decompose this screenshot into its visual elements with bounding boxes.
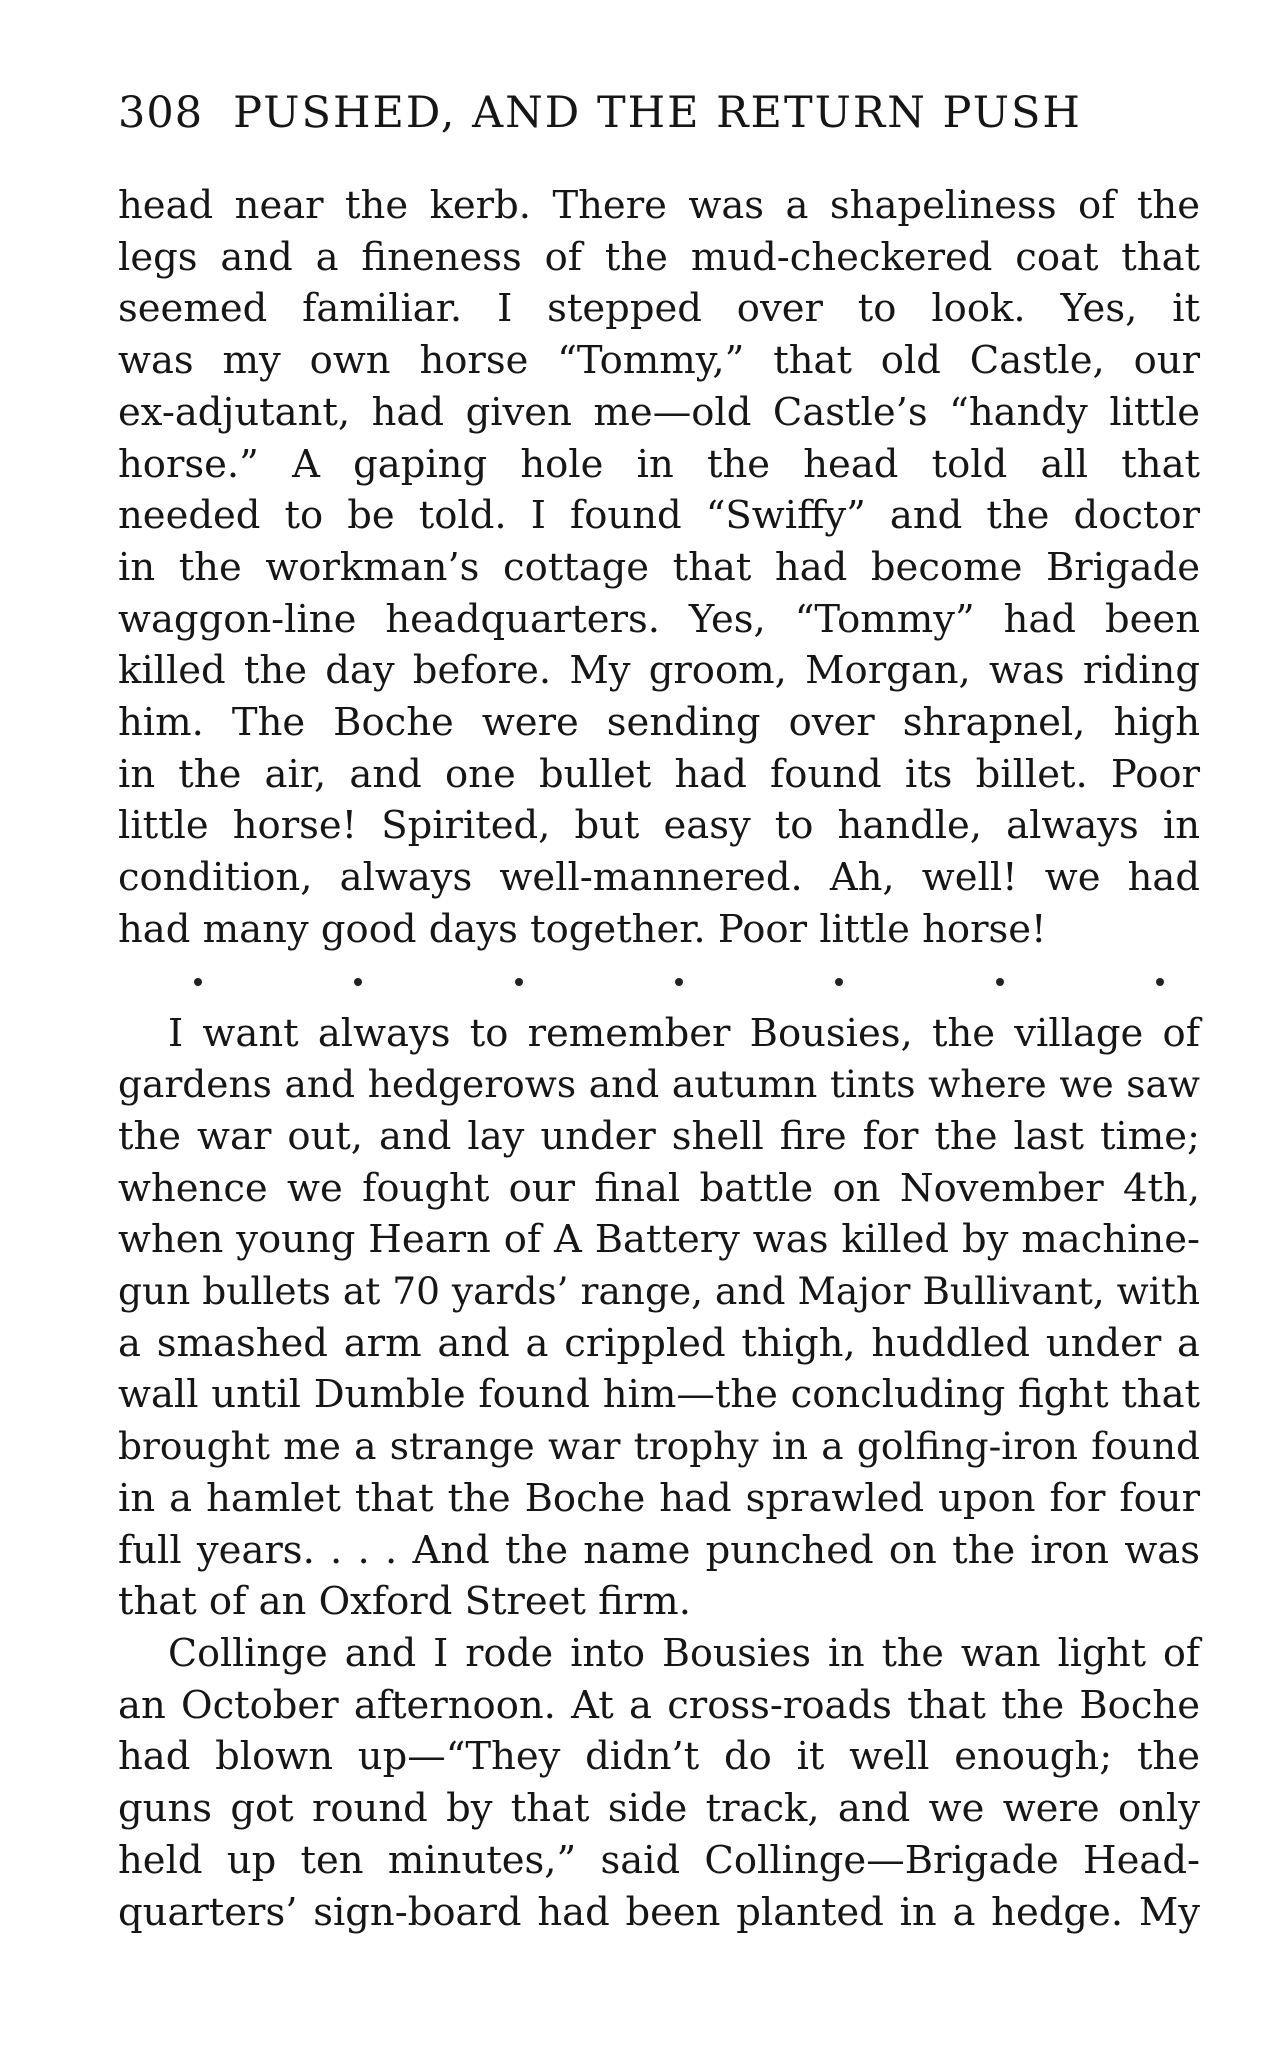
text-line: wall until Dumble found him—the concluding fight that — [118, 1372, 1200, 1418]
text-line: brought me a strange war trophy in a golfing-iron found — [118, 1424, 1200, 1469]
ellipsis-dot — [996, 978, 1004, 986]
text-line: full years. . . . And the name punched on the iron was — [118, 1527, 1200, 1573]
text-line: gun bullets at 70 yards’ range, and Major Bullivant, with — [118, 1269, 1200, 1314]
ellipsis-dot — [1156, 978, 1164, 986]
ellipsis-dot — [675, 978, 683, 986]
text-line: a smashed arm and a crippled thigh, huddled under a — [118, 1320, 1200, 1366]
text-line: an October afternoon. At a cross-roads that the Boche — [118, 1682, 1200, 1728]
text-line: him. The Boche were sending over shrapnel, high — [118, 700, 1200, 746]
text-line: gardens and hedgerows and autumn tints where we saw — [118, 1062, 1200, 1107]
text-line: little horse! Spirited, but easy to handle, always in — [118, 803, 1200, 849]
text-line: in the workman’s cottage that had become Brigade — [118, 544, 1200, 590]
text-line: horse.” A gaping hole in the head told all that — [118, 441, 1200, 487]
text-line: had blown up—“They didn’t do it well enough; the — [118, 1734, 1200, 1780]
text-line: Collinge and I rode into Bousies in the wan light of — [168, 1630, 1200, 1675]
paragraph-3 — [118, 1628, 1200, 1938]
paragraph-1 — [118, 180, 1200, 956]
text-line: was my own horse “Tommy,” that old Castle, our — [118, 338, 1200, 384]
running-head-title: PUSHED, AND THE RETURN PUSH — [233, 88, 1082, 138]
text-line: seemed familiar. I stepped over to look. Yes, it — [118, 286, 1200, 332]
text-line: legs and a fineness of the mud-checkered coat that — [118, 234, 1200, 280]
text-line: when young Hearn of A Battery was killed by machine- — [118, 1217, 1200, 1263]
text-line: had many good days together. Poor little horse! — [118, 906, 1047, 952]
text-line: guns got round by that side track, and we were only — [118, 1786, 1200, 1832]
text-line: waggon-line headquarters. Yes, “Tommy” had been — [118, 596, 1200, 642]
page-number: 308 — [118, 88, 204, 138]
book-page — [118, 88, 1200, 1938]
text-line: ex-adjutant, had given me—old Castle’s “handy little — [118, 389, 1200, 435]
text-line: the war out, and lay under shell fire for the last time; — [118, 1113, 1200, 1159]
ellipsis-dot — [354, 978, 362, 986]
text-line: held up ten minutes,” said Collinge—Brigade Head- — [118, 1837, 1200, 1883]
text-line: in a hamlet that the Boche had sprawled upon for four — [118, 1475, 1200, 1521]
text-line: quarters’ sign-board had been planted in a hedge. My — [118, 1889, 1200, 1935]
text-line: condition, always well-mannered. Ah, well! we had — [118, 855, 1200, 901]
paragraph-2 — [118, 1008, 1200, 1628]
text-line: in the air, and one bullet had found its billet. Poor — [118, 751, 1200, 797]
running-head — [118, 88, 1200, 150]
text-line: that of an Oxford Street firm. — [118, 1579, 691, 1625]
ellipsis-dot — [515, 978, 523, 986]
text-line: killed the day before. My groom, Morgan, was riding — [118, 648, 1200, 694]
text-line: whence we fought our final battle on November 4th, — [118, 1165, 1200, 1211]
text-line: I want always to remember Bousies, the village of — [168, 1010, 1200, 1056]
ellipsis-dot — [835, 978, 843, 986]
section-break-dots — [118, 956, 1200, 1008]
text-line: needed to be told. I found “Swiffy” and the doctor — [118, 493, 1200, 539]
text-line: head near the kerb. There was a shapeliness of the — [118, 183, 1200, 228]
ellipsis-dot — [194, 978, 202, 986]
